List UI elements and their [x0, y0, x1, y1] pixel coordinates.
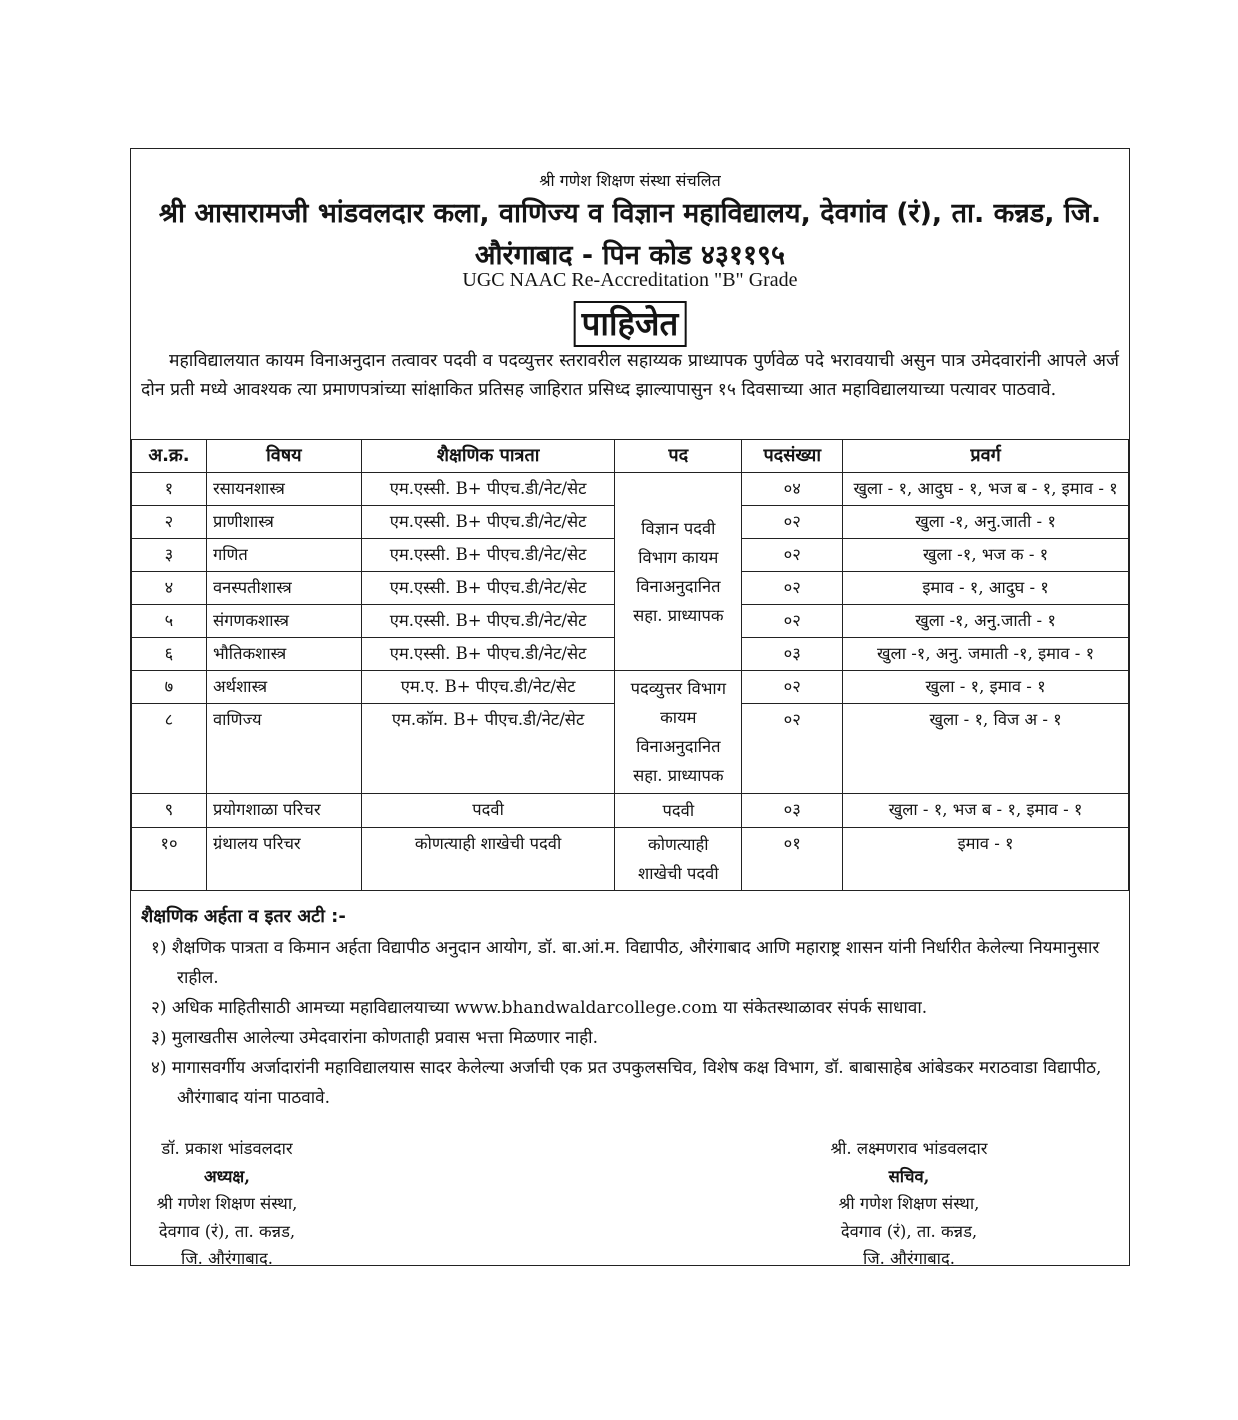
category-cell: खुला -१, अनु.जाती - १: [843, 506, 1129, 539]
post-cell-library: कोणत्याही शाखेची पदवी: [615, 828, 742, 891]
count-cell: ०२: [742, 605, 843, 638]
category-cell: खुला -१, भज क - १: [843, 539, 1129, 572]
intro-paragraph: महाविद्यालयात कायम विनाअनुदान तत्वावर पदवी व पदव्युत्तर स्तरावरील सहाय्यक प्राध्यापक पुर्णवेळ पदे भरावयाची असुन पात्र उमेदवारांनी आपले अर्ज दोन प्रती मध्ये आवश्यक त्या प्रमाणपत्रांच्या सांक्षाकित प्रतिसह जाहिरात प्रसिध्द झाल्यापासुन १५ दिवसाच्या आत महाविद्यालयाच्या पत्यावर पाठवावे.: [141, 351, 1119, 400]
table-row: [132, 794, 1129, 828]
post-cell-pg: पदव्युत्तर विभाग कायम विनाअनुदानित सहा. प्राध्यापक: [615, 671, 742, 794]
category-cell: इमाव - १: [843, 828, 1129, 891]
college-name-line2: औरंगाबाद - पिन कोड ४३११९५: [474, 240, 786, 271]
wanted-heading: पाहिजेत: [574, 301, 687, 347]
signatory-org: श्री गणेश शिक्षण संस्था,: [156, 1194, 298, 1213]
subject-cell: प्राणीशास्त्र: [206, 506, 361, 539]
signatory-district: जि. औरंगाबाद.: [863, 1249, 955, 1268]
count-cell: ०३: [742, 794, 843, 828]
category-cell: खुला - १, इमाव - १: [843, 671, 1129, 704]
category-cell: खुला - १, भज ब - १, इमाव - १: [843, 794, 1129, 828]
signatory-place: देवगाव (रं), ता. कन्नड,: [840, 1221, 978, 1241]
serial-cell: ७: [132, 671, 207, 704]
header-serial: अ.क्र.: [132, 440, 207, 473]
table-row: [132, 671, 1129, 704]
table-header-row: [132, 440, 1129, 473]
qualification-cell: पदवी: [361, 794, 615, 828]
post-cell-science: विज्ञान पदवी विभाग कायम विनाअनुदानित सहा. प्राध्यापक: [615, 473, 742, 671]
qualification-cell: एम.ए. B+ पीएच.डी/नेट/सेट: [361, 671, 615, 704]
count-cell: ०४: [742, 473, 843, 506]
qualification-cell: एम.कॉम. B+ पीएच.डी/नेट/सेट: [361, 704, 615, 794]
signatory-secretary: [809, 1135, 1009, 1273]
header-category: प्रवर्ग: [843, 440, 1129, 473]
post-cell-lab: पदवी: [615, 794, 742, 828]
subject-cell: अर्थशास्त्र: [206, 671, 361, 704]
signatory-president: [137, 1135, 317, 1273]
signatory-name: डॉ. प्रकाश भांडवलदार: [161, 1139, 293, 1158]
qualification-cell: एम.एस्सी. B+ पीएच.डी/नेट/सेट: [361, 506, 615, 539]
header-post: पद: [615, 440, 742, 473]
qualification-cell: एम.एस्सी. B+ पीएच.डी/नेट/सेट: [361, 572, 615, 605]
serial-cell: ९: [132, 794, 207, 828]
condition-item: ३) मुलाखतीस आलेल्या उमेदवारांना कोणताही प्रवास भत्ता मिळणार नाही.: [151, 1028, 598, 1048]
subject-cell: भौतिकशास्त्र: [206, 638, 361, 671]
count-cell: ०३: [742, 638, 843, 671]
serial-cell: ५: [132, 605, 207, 638]
count-cell: ०२: [742, 572, 843, 605]
serial-cell: २: [132, 506, 207, 539]
count-cell: ०२: [742, 506, 843, 539]
subject-cell: संगणकशास्त्र: [206, 605, 361, 638]
signatory-org: श्री गणेश शिक्षण संस्था,: [838, 1194, 980, 1213]
table-row: [132, 828, 1129, 891]
qualification-cell: एम.एस्सी. B+ पीएच.डी/नेट/सेट: [361, 539, 615, 572]
header-count: पदसंख्या: [742, 440, 843, 473]
signatory-title: अध्यक्ष,: [204, 1166, 250, 1186]
college-name-line1: श्री आसारामजी भांडवलदार कला, वाणिज्य व विज्ञान महाविद्यालय, देवगांव (रं), ता. कन्नड, जि.: [158, 198, 1102, 229]
serial-cell: ३: [132, 539, 207, 572]
header-qualification: शैक्षणिक पात्रता: [361, 440, 615, 473]
advertisement-frame: [130, 148, 1130, 1266]
organization-line: श्री गणेश शिक्षण संस्था संचलित: [539, 171, 721, 190]
condition-item: ४) मागासवर्गीय अर्जादारांनी महाविद्यालयास सादर केलेल्या अर्जाची एक प्रत उपकुलसचिव, विशेष कक्ष विभाग, डॉ. बाबासाहेब आंबेडकर मराठवाडा विद्यापीठ, औरंगाबाद यांना पाठवावे.: [151, 1058, 1102, 1108]
signatory-place: देवगाव (रं), ता. कन्नड,: [158, 1221, 296, 1241]
count-cell: ०२: [742, 671, 843, 704]
subject-cell: ग्रंथालय परिचर: [206, 828, 361, 891]
serial-cell: १०: [132, 828, 207, 891]
category-cell: खुला -१, अनु. जमाती -१, इमाव - १: [843, 638, 1129, 671]
signatory-title: सचिव,: [888, 1166, 930, 1186]
condition-item: २) अधिक माहितीसाठी आमच्या महाविद्यालयाच्या www.bhandwaldarcollege.com या संकेतस्थाळावर संपर्क साधावा.: [151, 998, 928, 1018]
subject-cell: रसायनशास्त्र: [206, 473, 361, 506]
qualification-cell: एम.एस्सी. B+ पीएच.डी/नेट/सेट: [361, 638, 615, 671]
serial-cell: ८: [132, 704, 207, 794]
table-row: [132, 473, 1129, 506]
qualification-cell: कोणत्याही शाखेची पदवी: [361, 828, 615, 891]
count-cell: ०१: [742, 828, 843, 891]
qualification-cell: एम.एस्सी. B+ पीएच.डी/नेट/सेट: [361, 605, 615, 638]
count-cell: ०२: [742, 539, 843, 572]
count-cell: ०२: [742, 704, 843, 794]
serial-cell: ४: [132, 572, 207, 605]
subject-cell: प्रयोगशाळा परिचर: [206, 794, 361, 828]
subject-cell: वाणिज्य: [206, 704, 361, 794]
signatory-name: श्री. लक्ष्मणराव भांडवलदार: [830, 1139, 988, 1158]
conditions-heading: शैक्षणिक अर्हता व इतर अटी :-: [141, 906, 346, 927]
conditions-section: [141, 901, 1119, 1113]
accreditation-line: UGC NAAC Re-Accreditation "B" Grade: [462, 269, 798, 291]
qualification-cell: एम.एस्सी. B+ पीएच.डी/नेट/सेट: [361, 473, 615, 506]
category-cell: खुला -१, अनु.जाती - १: [843, 605, 1129, 638]
posts-table: [131, 439, 1129, 891]
subject-cell: वनस्पतीशास्त्र: [206, 572, 361, 605]
signatory-district: जि. औरंगाबाद.: [181, 1249, 273, 1268]
subject-cell: गणित: [206, 539, 361, 572]
header-subject: विषय: [206, 440, 361, 473]
category-cell: खुला - १, आदुघ - १, भज ब - १, इमाव - १: [843, 473, 1129, 506]
category-cell: खुला - १, विज अ - १: [843, 704, 1129, 794]
serial-cell: १: [132, 473, 207, 506]
category-cell: इमाव - १, आदुघ - १: [843, 572, 1129, 605]
condition-item: १) शैक्षणिक पात्रता व किमान अर्हता विद्यापीठ अनुदान आयोग, डॉ. बा.आं.म. विद्यापीठ, औरंगाबाद आणि महाराष्ट्र शासन यांनी निर्धारीत केलेल्या नियमानुसार राहील.: [151, 938, 1100, 988]
serial-cell: ६: [132, 638, 207, 671]
